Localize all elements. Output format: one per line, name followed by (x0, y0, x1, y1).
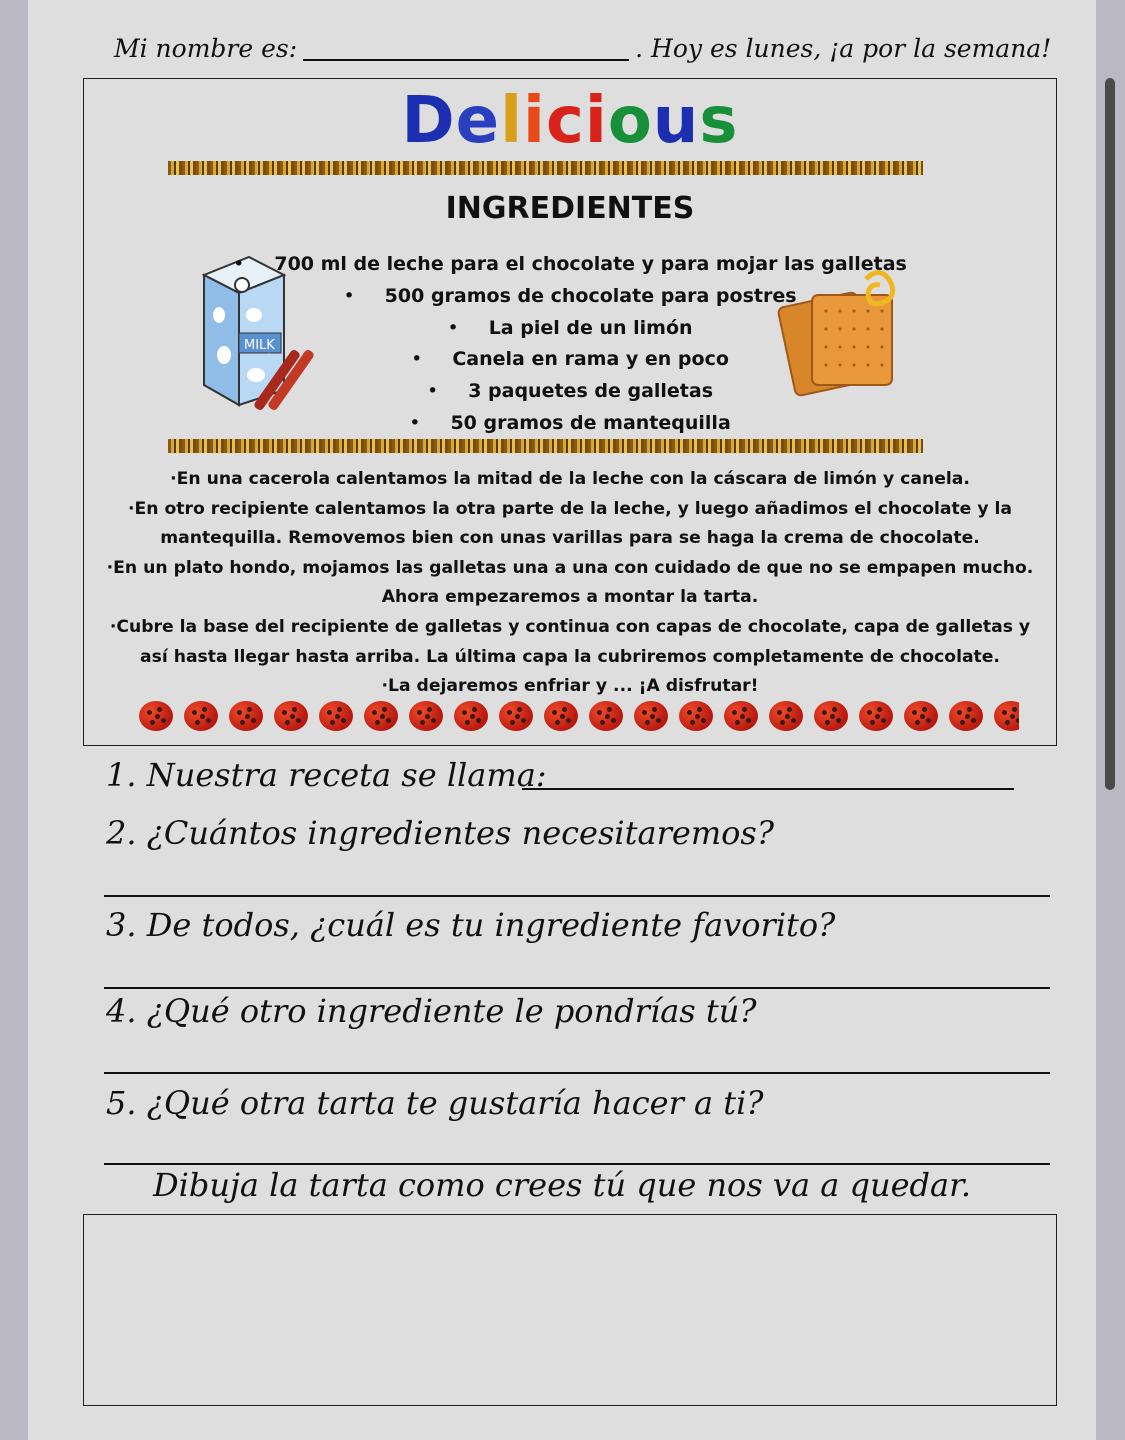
milk-label: MILK (244, 338, 275, 353)
title-letter: D (401, 84, 456, 158)
cookie-icon (634, 701, 668, 731)
title-letter: u (652, 84, 700, 158)
ingredient-item (84, 376, 1056, 408)
question-5: 5. ¿Qué otra tarta te gustaría hacer a ti? (106, 1084, 764, 1122)
ingredient-item (84, 249, 1056, 281)
cookie-icon (454, 701, 488, 731)
cookie-icon (994, 701, 1019, 731)
recipe-box (83, 78, 1057, 746)
title-letter: i (523, 84, 546, 158)
draw-prompt: Dibuja la tarta como crees tú que nos va a quedar. (152, 1166, 972, 1204)
title-letter: o (607, 84, 653, 158)
title-letter: e (455, 84, 501, 158)
ingredients-list (84, 249, 1056, 440)
cookie-icon (904, 701, 938, 731)
title-letter: c (545, 84, 585, 158)
scrollbar-thumb[interactable] (1105, 78, 1115, 790)
ingredient-text: 500 gramos de chocolate para postres (384, 284, 797, 307)
ingredient-text: 3 paquetes de galletas (468, 380, 714, 403)
name-blank (303, 59, 629, 61)
bullet: • (409, 411, 421, 434)
title-letter: l (500, 84, 524, 158)
bullet: • (447, 316, 459, 339)
cookie-icon (499, 701, 533, 731)
ingredient-item (84, 313, 1056, 345)
bullet: • (426, 380, 439, 403)
answer-line-2[interactable] (104, 895, 1050, 897)
title-letter: s (699, 84, 739, 158)
title-letter: i (584, 84, 608, 158)
step-text: ·En una cacerola calentamos la mitad de la leche con la cáscara de limón y canela. (170, 469, 970, 489)
cookie-icon (274, 701, 308, 731)
name-line (114, 34, 1114, 63)
question-4: 4. ¿Qué otro ingrediente le pondrías tú? (106, 992, 757, 1030)
ingredient-item (84, 344, 1056, 376)
ingredient-text: La piel de un limón (488, 316, 693, 339)
name-prompt: Mi nombre es: (114, 34, 298, 63)
cookie-icon (184, 701, 218, 731)
ingredients-heading: INGREDIENTES (445, 191, 695, 226)
cookie-icon (769, 701, 803, 731)
steps-list (94, 465, 1046, 702)
bullet: • (343, 284, 355, 307)
recipe-title (84, 85, 1056, 157)
answer-line-3[interactable] (104, 987, 1050, 989)
ingredient-text: 50 gramos de mantequilla (450, 411, 731, 434)
cookie-icon (679, 701, 713, 731)
cookie-icon (724, 701, 758, 731)
day-text: . Hoy es lunes, ¡a por la semana! (635, 34, 1052, 63)
cookie-icon (544, 701, 578, 731)
cookie-icon (409, 701, 443, 731)
cookie-icon (814, 701, 848, 731)
cookie-icon (229, 701, 263, 731)
worksheet-page (28, 0, 1096, 1440)
cookie-icon (364, 701, 398, 731)
drawing-area[interactable] (83, 1214, 1057, 1406)
cookie-icon (949, 701, 983, 731)
cookie-icon (859, 701, 893, 731)
bullet: • (411, 348, 423, 371)
step-text: ·Cubre la base del recipiente de galletas y continua con capas de chocolate, capa de galletas y así hasta llegar hasta arriba. La última capa la cubriremos completamente de chocolate. (109, 616, 1031, 667)
step-text: ·En otro recipiente calentamos la otra parte de la leche, y luego añadimos el chocolate y la mantequilla. Removemos bien con unas varillas para se haga la crema de chocolate. (127, 498, 1012, 549)
ingredient-text: Canela en rama y en poco (452, 348, 729, 371)
answer-line-1[interactable] (522, 788, 1014, 790)
cookie-icon (319, 701, 353, 731)
ingredient-item (84, 281, 1056, 313)
cookie-border (139, 697, 1019, 735)
glitter-divider-top (168, 161, 923, 175)
cookie-icon (589, 701, 623, 731)
bullet: • (233, 253, 245, 275)
step-text: ·En un plato hondo, mojamos las galletas una a una con cuidado de que no se empapen mucho. Ahora empezaremos a montar la tarta. (106, 557, 1034, 608)
answer-line-5[interactable] (104, 1163, 1050, 1165)
answer-line-4[interactable] (104, 1072, 1050, 1074)
cookie-icon (139, 701, 173, 731)
ingredient-item (84, 408, 1056, 440)
ingredient-text: 700 ml de leche para el chocolate y para mojar las galletas (274, 253, 907, 275)
question-1: 1. Nuestra receta se llama: (106, 756, 547, 794)
glitter-divider-bottom (168, 439, 923, 453)
question-3: 3. De todos, ¿cuál es tu ingrediente favorito? (106, 906, 836, 944)
step-text: ·La dejaremos enfriar y ... ¡A disfrutar! (381, 676, 759, 697)
question-2: 2. ¿Cuántos ingredientes necesitaremos? (106, 814, 774, 852)
